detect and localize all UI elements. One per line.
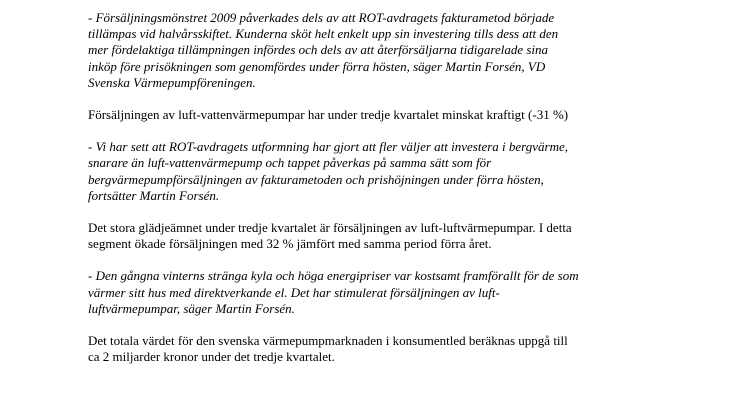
text-line: Försäljningen av luft-vattenvärmepumpar har under tredje kvartalet minskat kraftigt (-31 %) [88,107,569,123]
paragraph-market-total-value [88,333,708,365]
text-line: värmer sitt hus med direktverkande el. Det har stimulerat försäljningen av luft- [88,284,500,300]
quote-paragraph-rot-deduction [88,139,708,204]
paragraph-air-water-decline [88,107,708,123]
quote-paragraph-sales-pattern [88,10,708,91]
text-line: - Försäljningsmönstret 2009 påverkades dels av att ROT-avdragets fakturametod började [88,10,555,25]
text-line: - Vi har sett att ROT-avdragets utformning har gjort att fler väljer att investera i bergvärme, [88,139,568,155]
text-line: luftvärmepumpar, säger Martin Forsén. [88,300,295,316]
text-line: Det totala värdet för den svenska värmepumpmarknaden i konsumentled beräknas uppgå till [88,333,568,349]
text-line: mer fördelaktiga tillämpningen infördes och dels av att återförsäljarna tidigarelade sina [88,42,549,58]
text-line: bergvärmepumpförsäljningen av fakturametoden och prishöjningen under förra hösten, [88,171,544,187]
text-line: Det stora glädjeämnet under tredje kvartalet är försäljningen av luft-luftvärmepumpar. I detta [88,220,572,236]
text-line: segment ökade försäljningen med 32 % jämfört med samma period förra året. [88,236,492,252]
quote-paragraph-winter-cold [88,268,708,317]
paragraph-air-air-growth [88,220,708,252]
text-line: tillämpas vid halvårsskiftet. Kunderna sköt helt enkelt upp sin investering tills dess att den [88,26,559,42]
text-line: ca 2 miljarder kronor under det tredje kvartalet. [88,349,335,365]
text-line: snarare än luft-vattenvärmepump och tappet påverkas på samma sätt som för [88,155,492,171]
text-line: inköp före prisökningen som genomfördes under förra hösten, säger Martin Forsén, VD [88,58,546,74]
document-body [88,10,708,381]
text-line: fortsätter Martin Forsén. [88,187,220,203]
text-line: - Den gångna vinterns stränga kyla och höga energipriser var kostsamt framförallt för de som [88,268,579,284]
text-line: Svenska Värmepumpföreningen. [88,74,256,90]
